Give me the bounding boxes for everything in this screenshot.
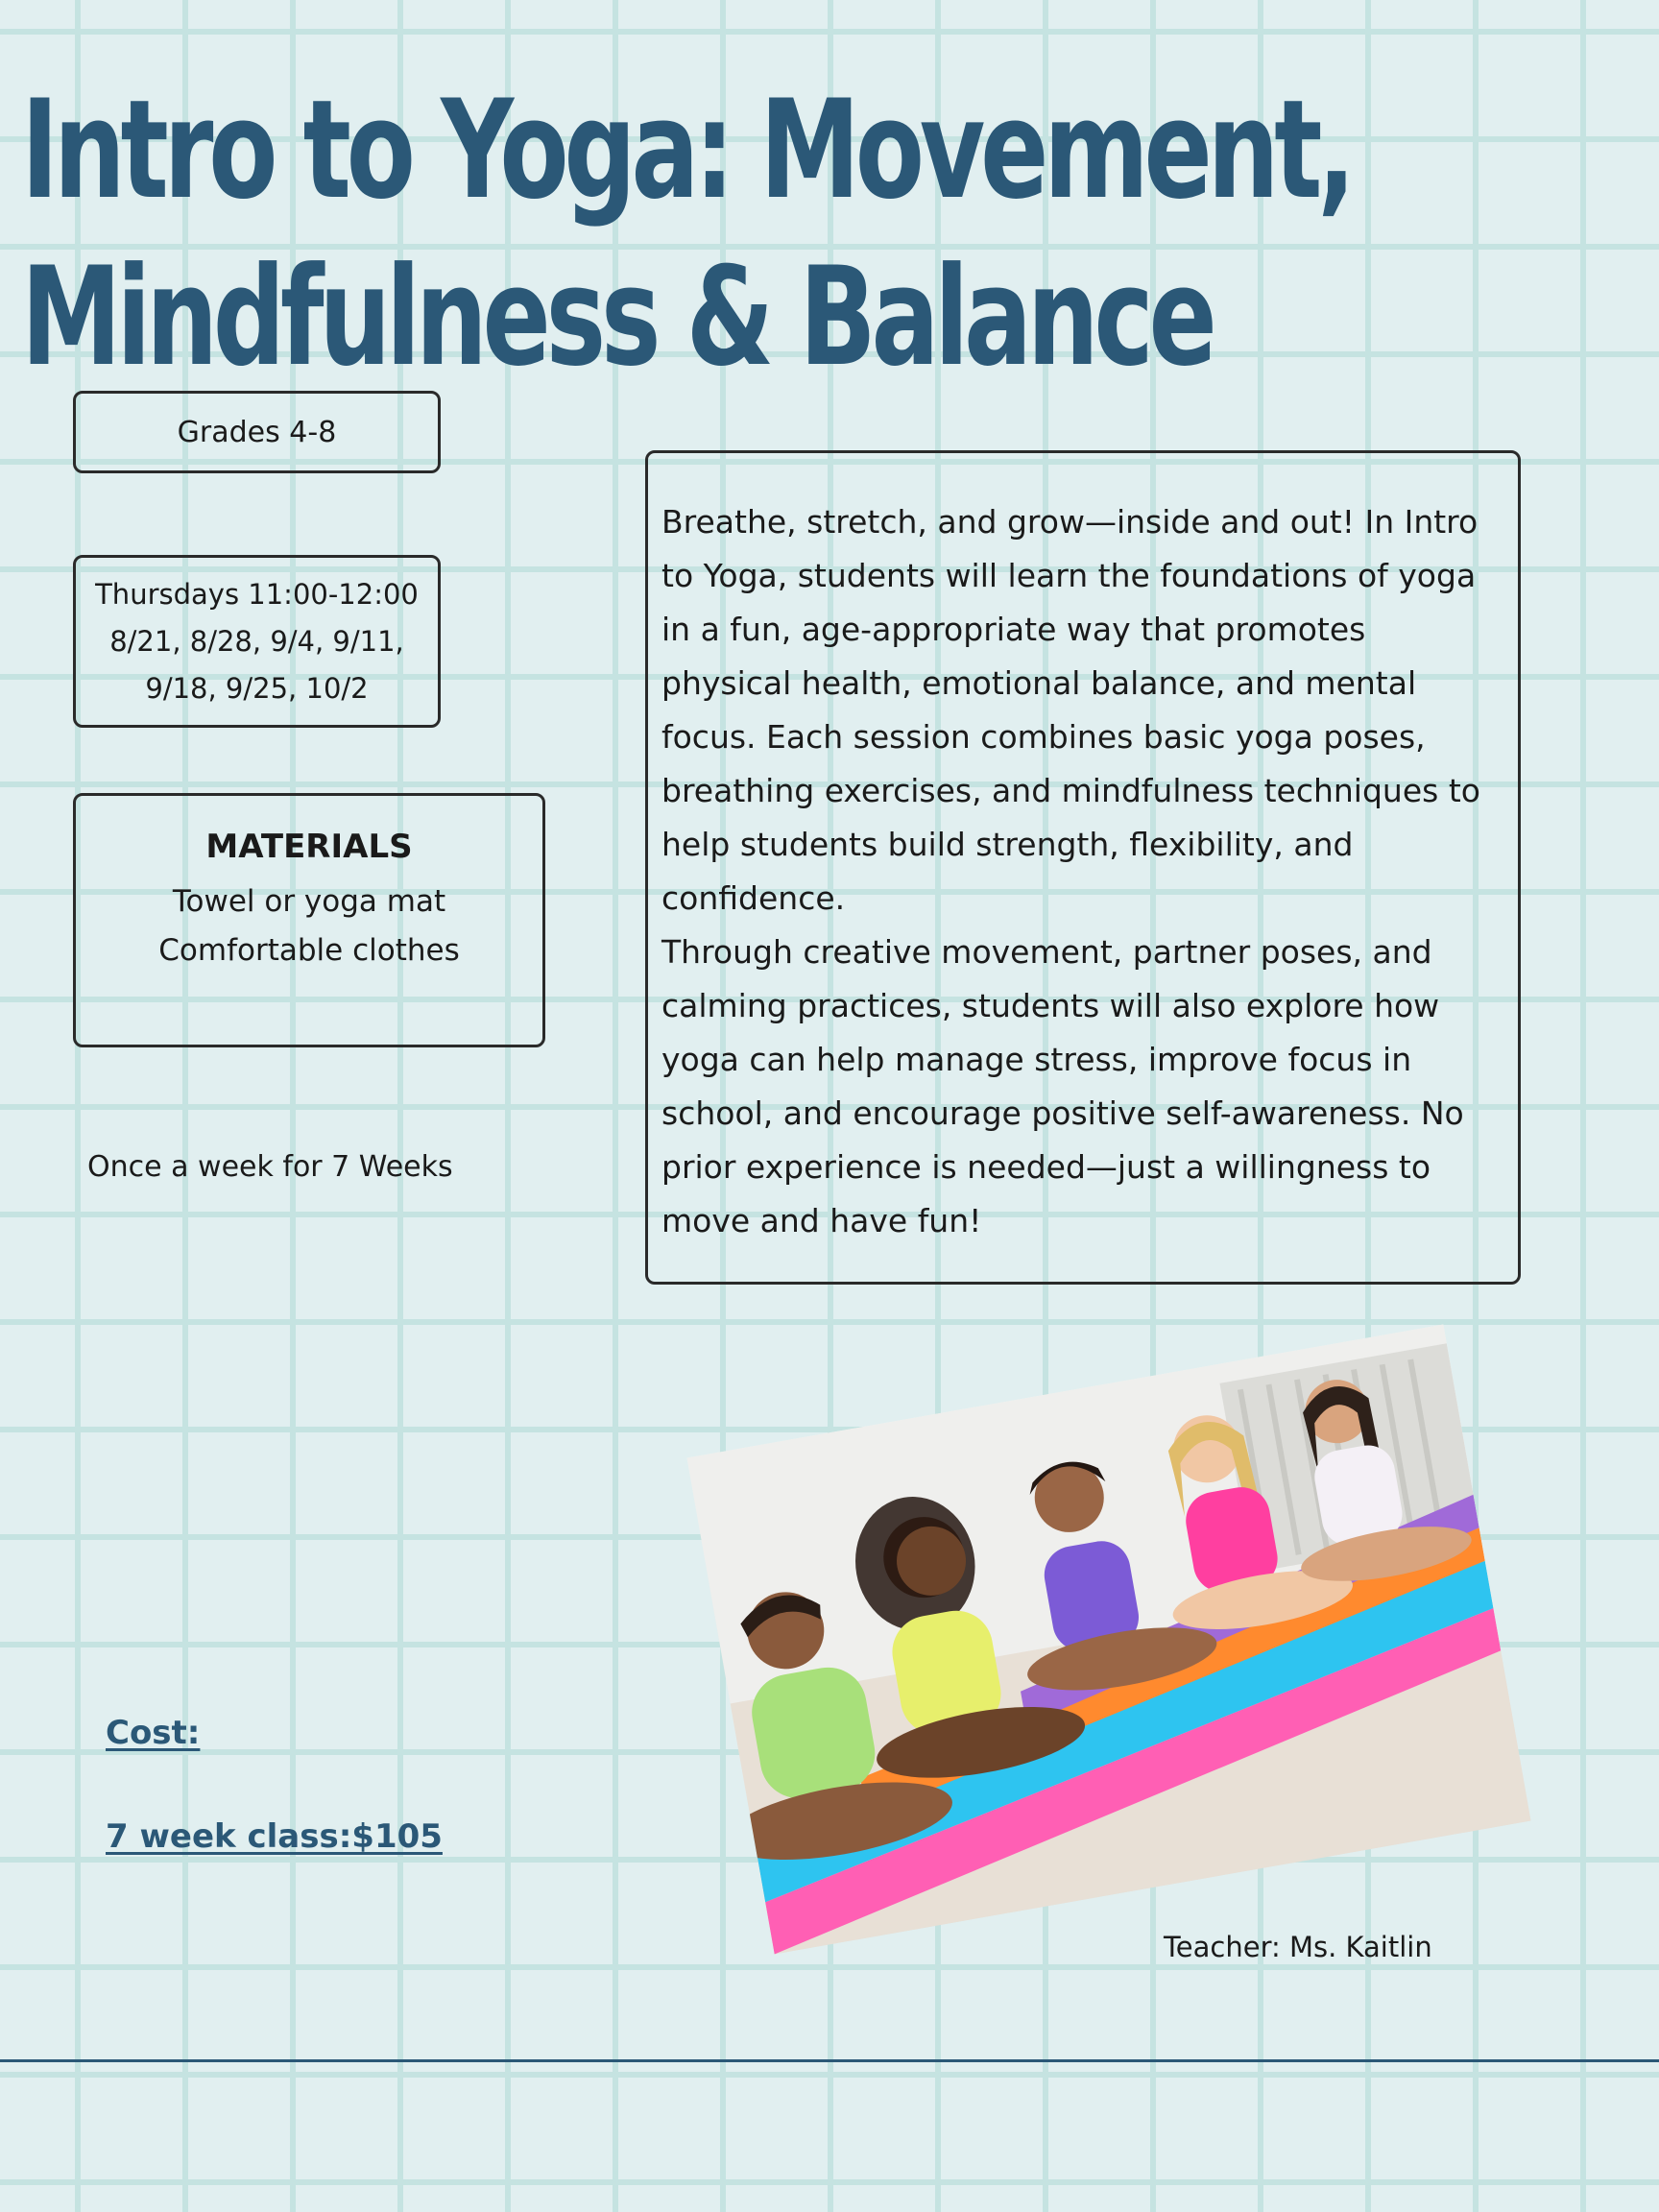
title-line-1: Intro to Yoga: Movement, <box>21 71 1352 229</box>
schedule-time: Thursdays 11:00-12:00 <box>95 577 419 611</box>
description-paragraph-1: Breathe, stretch, and grow—inside and out! In Intro to Yoga, students will learn the foundations of yoga in a fun, age-appropriate way that promotes physical health, emotional balance, and mental focus. Each session combines basic yoga poses, breathing exercises, and mindfulness techniques to help students build strength, flexibility, and confidence. <box>661 503 1480 917</box>
page-title <box>21 67 1352 401</box>
title-line-2: Mindfulness & Balance <box>21 238 1213 397</box>
footer-divider <box>0 2059 1659 2062</box>
description-box <box>645 450 1521 1285</box>
materials-item: Towel or yoga mat <box>172 884 446 919</box>
materials-heading: MATERIALS <box>205 828 413 866</box>
materials-box <box>73 793 545 1047</box>
schedule-dates-1: 8/21, 8/28, 9/4, 9/11, <box>109 624 404 658</box>
frequency-text: Once a week for 7 Weeks <box>87 1150 453 1184</box>
grades-label: Grades 4-8 <box>177 415 337 449</box>
schedule-dates-2: 9/18, 9/25, 10/2 <box>145 671 369 705</box>
materials-item: Comfortable clothes <box>158 933 460 968</box>
description-paragraph-2: Through creative movement, partner poses, and calming practices, students will also explore how yoga can help manage stress, improve focus in school, and encourage positive self-awareness. No prior experience is needed—just a willingness to move and have fun! <box>661 933 1464 1239</box>
cost-label: Cost: <box>106 1714 201 1752</box>
photo-illustration <box>686 1325 1530 1955</box>
cost-price: 7 week class:$105 <box>106 1817 443 1856</box>
teacher-name: Teacher: Ms. Kaitlin <box>1164 1931 1432 1963</box>
grades-box <box>73 391 441 473</box>
schedule-box <box>73 555 441 728</box>
yoga-class-photo <box>686 1325 1530 1955</box>
